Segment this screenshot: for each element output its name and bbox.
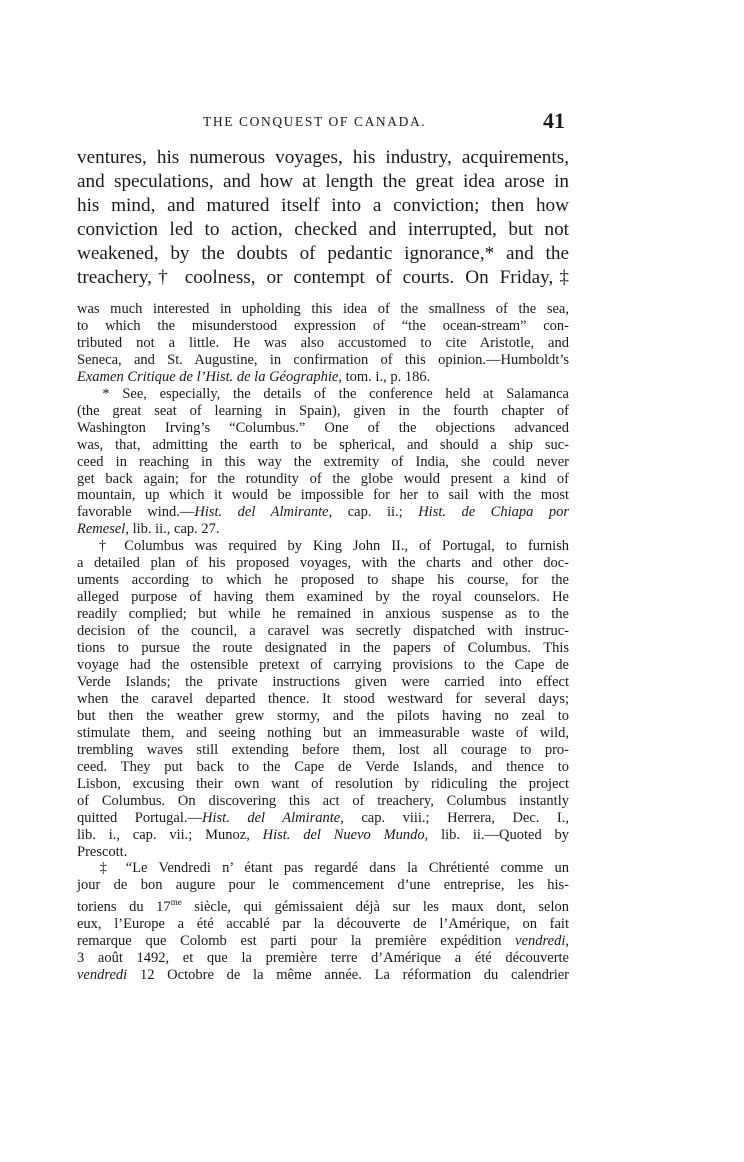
footnote-line: Examen Critique de l’Hist. de la Géographie, tom. i., p. 186. [77, 368, 431, 385]
footnote-line: jour de bon augure pour le commencement d’une entreprise, les his- [77, 877, 569, 894]
page-header [77, 110, 569, 136]
running-title: THE CONQUEST OF CANADA. [203, 114, 427, 129]
footnote-line: lib. i., cap. vii.; Munoz, Hist. del Nuevo Mundo, lib. ii.—Quoted by [77, 826, 569, 843]
footnote-line: toriens du $17^{me}$ siècle, qui gémissaient déjà sur les maux dont, selon [77, 897, 569, 916]
footnote-line: uments according to which he proposed to shape his course, for the [77, 572, 569, 589]
body-line: conviction led to action, checked and interrupted, but not [77, 219, 569, 240]
body-paragraph [77, 146, 569, 290]
footnote-line: quitted Portugal.—Hist. del Almirante, cap. viii.; Herrera, Dec. I., [77, 809, 569, 826]
footnote-line: trembling waves still extending before them, lost all courage to pro- [77, 741, 569, 758]
footnotes [77, 301, 569, 984]
footnote-line: ‡ “Le Vendredi n’ étant pas regardé dans la Chrétienté comme un [77, 860, 569, 877]
footnote-line: voyage had the ostensible pretext of carrying provisions to the Cape de [77, 657, 569, 674]
footnote-line: Seneca, and St. Augustine, in confirmation of this opinion.—Humboldt’s [77, 351, 569, 368]
footnote-line: Prescott. [77, 843, 128, 860]
footnote-line: 3 août 1492, et que la première terre d’Amérique a été découverte [77, 950, 569, 967]
body-line: weakened, by the doubts of pedantic ignorance,* and the [77, 243, 569, 264]
footnote-line: ceed. They put back to the Cape de Verde Islands, and thence to [77, 758, 569, 775]
footnote-line: a detailed plan of his proposed voyages, with the charts and other doc- [77, 555, 569, 572]
footnote-line: alleged purpose of having them examined by the royal counselors. He [77, 589, 569, 606]
footnote-line: Washington Irving’s “Columbus.” One of the objections advanced [77, 419, 569, 436]
footnote-line: when the caravel departed thence. It stood westward for several days; [77, 690, 569, 707]
body-line: ventures, his numerous voyages, his industry, acquirements, [77, 147, 569, 168]
footnote-line: was, that, admitting the earth to be spherical, and should a ship suc- [77, 436, 569, 453]
footnote-line: was much interested in upholding this idea of the smallness of the sea, [77, 301, 569, 317]
footnote-line: † Columbus was required by King John II., of Portugal, to furnish [77, 538, 569, 555]
footnote-line: favorable wind.—Hist. del Almirante, cap. ii.; Hist. de Chiapa por [77, 504, 569, 521]
footnote-line: readily complied; but while he remained in anxious suspense as to the [77, 606, 569, 623]
footnote-line: mountain, up which it would be impossible for her to sail with the most [77, 487, 569, 504]
footnote-line: tions to pursue the route designated in the papers of Columbus. This [77, 640, 569, 657]
footnote-line: (the great seat of learning in Spain), given in the fourth chapter of [77, 402, 569, 419]
footnote-line: decision of the council, a caravel was secretly dispatched with instruc- [77, 623, 569, 640]
body-line: treachery,† coolness, or contempt of courts. On Friday,‡ [77, 267, 569, 288]
footnote-line: Remesel, lib. ii., cap. 27. [77, 521, 220, 538]
body-line: his mind, and matured itself into a conviction; then how [77, 195, 569, 216]
footnote-line: tributed not a little. He was also accustomed to cite Aristotle, and [77, 334, 569, 351]
footnote-line: stimulate them, and seeing nothing but an immeasurable waste of wild, [77, 724, 569, 741]
footnote-line: to which the misunderstood expression of “the ocean-stream” con- [77, 317, 569, 334]
footnote-line: * See, especially, the details of the conference held at Salamanca [77, 385, 569, 402]
page-number: 41 [543, 108, 565, 133]
footnote-line: vendredi 12 Octobre de la même année. La réformation du calendrier [77, 967, 569, 983]
footnote-line: remarque que Colomb est parti pour la première expédition vendredi, [77, 933, 569, 950]
body-line: and speculations, and how at length the great idea arose in [77, 171, 569, 192]
footnote-line: of Columbus. On discovering this act of treachery, Columbus instantly [77, 792, 569, 809]
footnote-line: but then the weather grew stormy, and the pilots having no zeal to [77, 707, 569, 724]
footnote-line: eux, l’Europe a été accablé par la découverte de l’Amérique, on fait [77, 916, 569, 933]
footnote-line: get back again; for the rotundity of the globe would present a kind of [77, 470, 569, 487]
footnote-line: Lisbon, excusing their own want of resolution by ridiculing the project [77, 775, 569, 792]
footnote-line: ceed in reaching in this way the extremity of India, she could never [77, 453, 569, 470]
footnote-line: Verde Islands; the private instructions given were carried into effect [77, 673, 569, 690]
